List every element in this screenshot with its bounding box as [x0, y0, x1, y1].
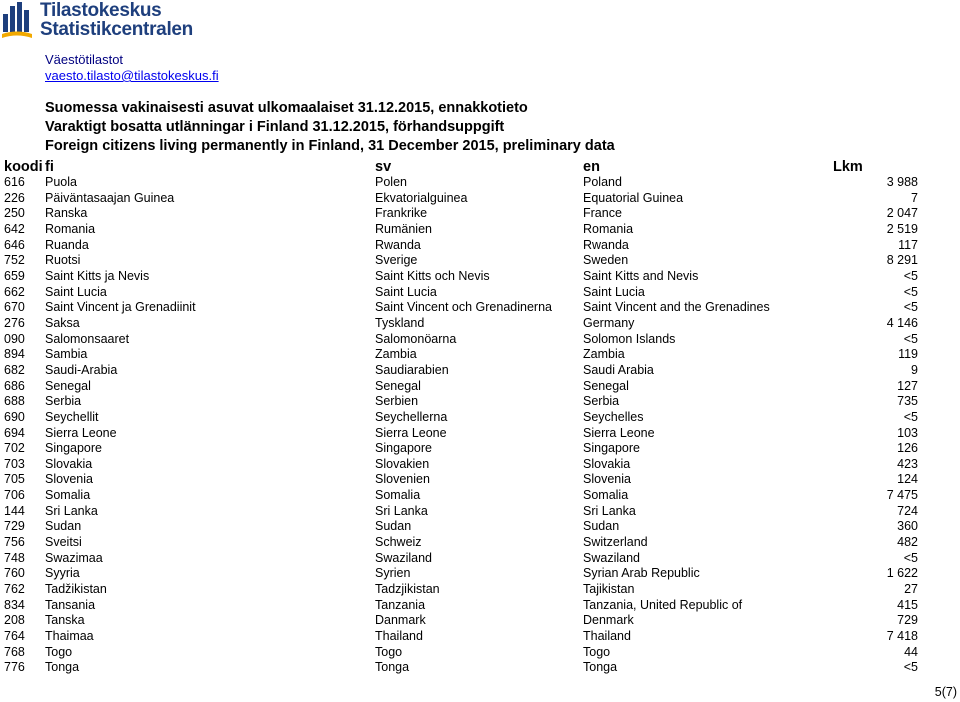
cell-sv: Serbien [375, 394, 419, 409]
cell-en: Seychelles [583, 409, 644, 424]
cell-code: 748 [4, 550, 25, 565]
cell-lkm: 27 [904, 582, 918, 597]
cell-code: 768 [4, 644, 25, 659]
contact-name: Väestötilastot [45, 52, 124, 67]
cell-sv: Rumänien [375, 221, 432, 236]
cell-sv: Ekvatorialguinea [375, 190, 468, 205]
cell-code: 703 [4, 456, 25, 471]
table-row [4, 332, 918, 348]
cell-code: 144 [4, 503, 25, 518]
cell-en: Somalia [583, 488, 629, 503]
cell-en: Syrian Arab Republic [583, 566, 700, 581]
cell-fi: Seychellit [45, 409, 99, 424]
cell-fi: Tanska [45, 613, 85, 628]
cell-sv: Saudiarabien [375, 362, 449, 377]
header-lkm: Lkm [833, 159, 863, 175]
cell-fi: Syyria [45, 566, 80, 581]
table-row [4, 206, 918, 222]
cell-en: Sweden [583, 253, 629, 268]
cell-sv: Zambia [375, 347, 417, 362]
cell-code: 250 [4, 206, 25, 221]
table-row [4, 629, 918, 645]
header-fi: fi [45, 159, 54, 175]
cell-sv: Thailand [375, 629, 423, 644]
table-row [4, 645, 918, 661]
cell-en: Saint Kitts and Nevis [583, 268, 699, 283]
cell-lkm: 729 [897, 613, 918, 628]
cell-fi: Saint Kitts ja Nevis [45, 268, 150, 283]
cell-code: 090 [4, 331, 25, 346]
cell-en: Thailand [583, 629, 631, 644]
table-row [4, 519, 918, 535]
table-row [4, 566, 918, 582]
cell-sv: Tonga [375, 660, 410, 675]
cell-lkm: 103 [897, 425, 918, 440]
cell-en: Sri Lanka [583, 503, 636, 518]
cell-en: Denmark [583, 613, 634, 628]
table-row [4, 300, 918, 316]
cell-code: 690 [4, 409, 25, 424]
cell-lkm: 423 [897, 456, 918, 471]
table-row [4, 613, 918, 629]
cell-sv: Senegal [375, 378, 421, 393]
cell-fi: Sudan [45, 519, 82, 534]
header-koodi: koodi [4, 159, 43, 175]
table-row [4, 379, 918, 395]
cell-sv: Syrien [375, 566, 411, 581]
cell-en: France [583, 206, 622, 221]
cell-code: 752 [4, 253, 25, 268]
table-row [4, 222, 918, 238]
cell-code: 682 [4, 362, 25, 377]
table-row [4, 238, 918, 254]
cell-en: Saint Lucia [583, 284, 645, 299]
cell-sv: Rwanda [375, 237, 421, 252]
cell-en: Equatorial Guinea [583, 190, 684, 205]
cell-fi: Sri Lanka [45, 503, 98, 518]
cell-sv: Tyskland [375, 315, 425, 330]
cell-lkm: <5 [903, 331, 918, 346]
cell-en: Singapore [583, 441, 640, 456]
cell-en: Tajikistan [583, 582, 635, 597]
cell-sv: Saint Kitts och Nevis [375, 268, 490, 283]
cell-lkm: 482 [897, 535, 918, 550]
table-row [4, 191, 918, 207]
cell-fi: Puola [45, 175, 77, 189]
table-row [4, 504, 918, 520]
cell-fi: Saudi-Arabia [45, 362, 118, 377]
cell-lkm: <5 [903, 300, 918, 315]
cell-sv: Sri Lanka [375, 503, 428, 518]
cell-sv: Swaziland [375, 550, 432, 565]
cell-code: 688 [4, 394, 25, 409]
cell-lkm: 7 418 [886, 629, 918, 644]
cell-en: Slovakia [583, 456, 631, 471]
cell-sv: Singapore [375, 441, 432, 456]
table-row [4, 253, 918, 269]
cell-lkm: 2 519 [886, 221, 918, 236]
cell-code: 894 [4, 347, 25, 362]
cell-sv: Frankrike [375, 206, 428, 221]
cell-fi: Ruanda [45, 237, 89, 252]
cell-lkm: 724 [897, 503, 918, 518]
cell-en: Tanzania, United Republic of [583, 597, 743, 612]
cell-en: Poland [583, 175, 622, 189]
cell-sv: Polen [375, 175, 407, 189]
cell-lkm: <5 [903, 268, 918, 283]
cell-lkm: 124 [897, 472, 918, 487]
cell-lkm: 126 [897, 441, 918, 456]
citizens-table [4, 155, 918, 676]
cell-en: Sierra Leone [583, 425, 655, 440]
cell-en: Togo [583, 644, 611, 659]
table-row [4, 410, 918, 426]
table-row [4, 269, 918, 285]
cell-lkm: 9 [911, 362, 918, 377]
cell-fi: Saint Vincent ja Grenadiinit [45, 300, 196, 315]
cell-code: 706 [4, 488, 25, 503]
cell-en: Slovenia [583, 472, 631, 487]
cell-sv: Saint Vincent och Grenadinerna [375, 300, 552, 315]
cell-sv: Sierra Leone [375, 425, 447, 440]
cell-lkm: 735 [897, 394, 918, 409]
cell-en: Saudi Arabia [583, 362, 654, 377]
cell-lkm: 2 047 [886, 206, 918, 221]
cell-lkm: 127 [897, 378, 918, 393]
cell-code: 662 [4, 284, 25, 299]
table-row [4, 598, 918, 614]
cell-en: Serbia [583, 394, 620, 409]
cell-lkm: 4 146 [886, 315, 918, 330]
logo-text-sv: Statistikcentralen [40, 19, 193, 40]
contact-email-link[interactable]: vaesto.tilasto@tilastokeskus.fi [45, 68, 219, 83]
cell-code: 616 [4, 175, 25, 189]
table-row [4, 472, 918, 488]
cell-lkm: 8 291 [886, 253, 918, 268]
table-row [4, 394, 918, 410]
cell-code: 760 [4, 566, 25, 581]
cell-fi: Ruotsi [45, 253, 81, 268]
table-row [4, 551, 918, 567]
cell-code: 764 [4, 629, 25, 644]
cell-code: 834 [4, 597, 25, 612]
cell-lkm: 7 475 [886, 488, 918, 503]
bar-chart-icon [2, 2, 32, 40]
cell-en: Swaziland [583, 550, 640, 565]
title-fi: Suomessa vakinaisesti asuvat ulkomaalaiset 31.12.2015, ennakkotieto [45, 100, 528, 116]
table-row [4, 285, 918, 301]
cell-sv: Danmark [375, 613, 426, 628]
cell-en: Romania [583, 221, 634, 236]
cell-fi: Sveitsi [45, 535, 82, 550]
cell-en: Rwanda [583, 237, 629, 252]
cell-fi: Togo [45, 644, 73, 659]
table-row [4, 488, 918, 504]
cell-lkm: 1 622 [886, 566, 918, 581]
logo [0, 0, 220, 44]
cell-sv: Schweiz [375, 535, 422, 550]
cell-fi: Tansania [45, 597, 96, 612]
cell-en: Switzerland [583, 535, 648, 550]
cell-fi: Somalia [45, 488, 91, 503]
cell-lkm: 3 988 [886, 175, 918, 189]
cell-fi: Tadžikistan [45, 582, 107, 597]
cell-code: 762 [4, 582, 25, 597]
table-row [4, 535, 918, 551]
cell-sv: Somalia [375, 488, 421, 503]
cell-fi: Tonga [45, 660, 80, 675]
cell-lkm: 360 [897, 519, 918, 534]
cell-sv: Seychellerna [375, 409, 448, 424]
table-row [4, 363, 918, 379]
table-row [4, 582, 918, 598]
cell-lkm: 415 [897, 597, 918, 612]
cell-code: 776 [4, 660, 25, 675]
cell-en: Senegal [583, 378, 629, 393]
table-row [4, 441, 918, 457]
cell-sv: Tadzjikistan [375, 582, 440, 597]
table-row [4, 175, 918, 191]
title-sv: Varaktigt bosatta utlänningar i Finland 31.12.2015, förhandsuppgift [45, 119, 505, 135]
header-row [4, 155, 918, 175]
cell-fi: Singapore [45, 441, 102, 456]
table-row [4, 316, 918, 332]
cell-fi: Slovenia [45, 472, 93, 487]
cell-code: 642 [4, 221, 25, 236]
page-number: 5(7) [934, 685, 957, 699]
logo-text-fi: Tilastokeskus [40, 0, 162, 21]
header-sv: sv [375, 159, 392, 175]
cell-en: Solomon Islands [583, 331, 676, 346]
cell-sv: Slovenien [375, 472, 430, 487]
cell-fi: Päiväntasaajan Guinea [45, 190, 175, 205]
table-row [4, 347, 918, 363]
cell-sv: Sverige [375, 253, 418, 268]
cell-fi: Serbia [45, 394, 82, 409]
cell-fi: Senegal [45, 378, 91, 393]
cell-sv: Tanzania [375, 597, 426, 612]
cell-sv: Saint Lucia [375, 284, 437, 299]
cell-en: Saint Vincent and the Grenadines [583, 300, 770, 315]
cell-fi: Salomonsaaret [45, 331, 130, 346]
cell-lkm: 7 [911, 190, 918, 205]
cell-fi: Sierra Leone [45, 425, 117, 440]
cell-code: 702 [4, 441, 25, 456]
title-en: Foreign citizens living permanently in Finland, 31 December 2015, preliminary data [45, 138, 615, 154]
cell-lkm: 117 [898, 237, 918, 252]
cell-code: 756 [4, 535, 25, 550]
cell-lkm: <5 [903, 284, 918, 299]
cell-code: 705 [4, 472, 25, 487]
cell-fi: Sambia [45, 347, 88, 362]
cell-code: 670 [4, 300, 25, 315]
cell-en: Zambia [583, 347, 625, 362]
cell-code: 226 [4, 190, 25, 205]
cell-sv: Salomonöarna [375, 331, 457, 346]
cell-en: Tonga [583, 660, 618, 675]
cell-lkm: 119 [898, 347, 918, 362]
cell-code: 208 [4, 613, 25, 628]
cell-fi: Slovakia [45, 456, 93, 471]
cell-lkm: 44 [904, 644, 918, 659]
cell-lkm: <5 [903, 550, 918, 565]
cell-code: 276 [4, 315, 25, 330]
cell-fi: Romania [45, 221, 96, 236]
table-row [4, 457, 918, 473]
table-row [4, 660, 918, 676]
cell-lkm: <5 [903, 409, 918, 424]
cell-code: 686 [4, 378, 25, 393]
cell-lkm: <5 [903, 660, 918, 675]
cell-fi: Saint Lucia [45, 284, 107, 299]
cell-fi: Thaimaa [45, 629, 94, 644]
cell-sv: Slovakien [375, 456, 430, 471]
cell-code: 729 [4, 519, 25, 534]
cell-fi: Swazimaa [45, 550, 103, 565]
cell-en: Sudan [583, 519, 620, 534]
table-row [4, 426, 918, 442]
cell-code: 646 [4, 237, 25, 252]
cell-sv: Sudan [375, 519, 412, 534]
cell-fi: Ranska [45, 206, 88, 221]
cell-fi: Saksa [45, 315, 80, 330]
cell-code: 694 [4, 425, 25, 440]
cell-sv: Togo [375, 644, 403, 659]
cell-code: 659 [4, 268, 25, 283]
header-en: en [583, 159, 600, 175]
cell-en: Germany [583, 315, 635, 330]
